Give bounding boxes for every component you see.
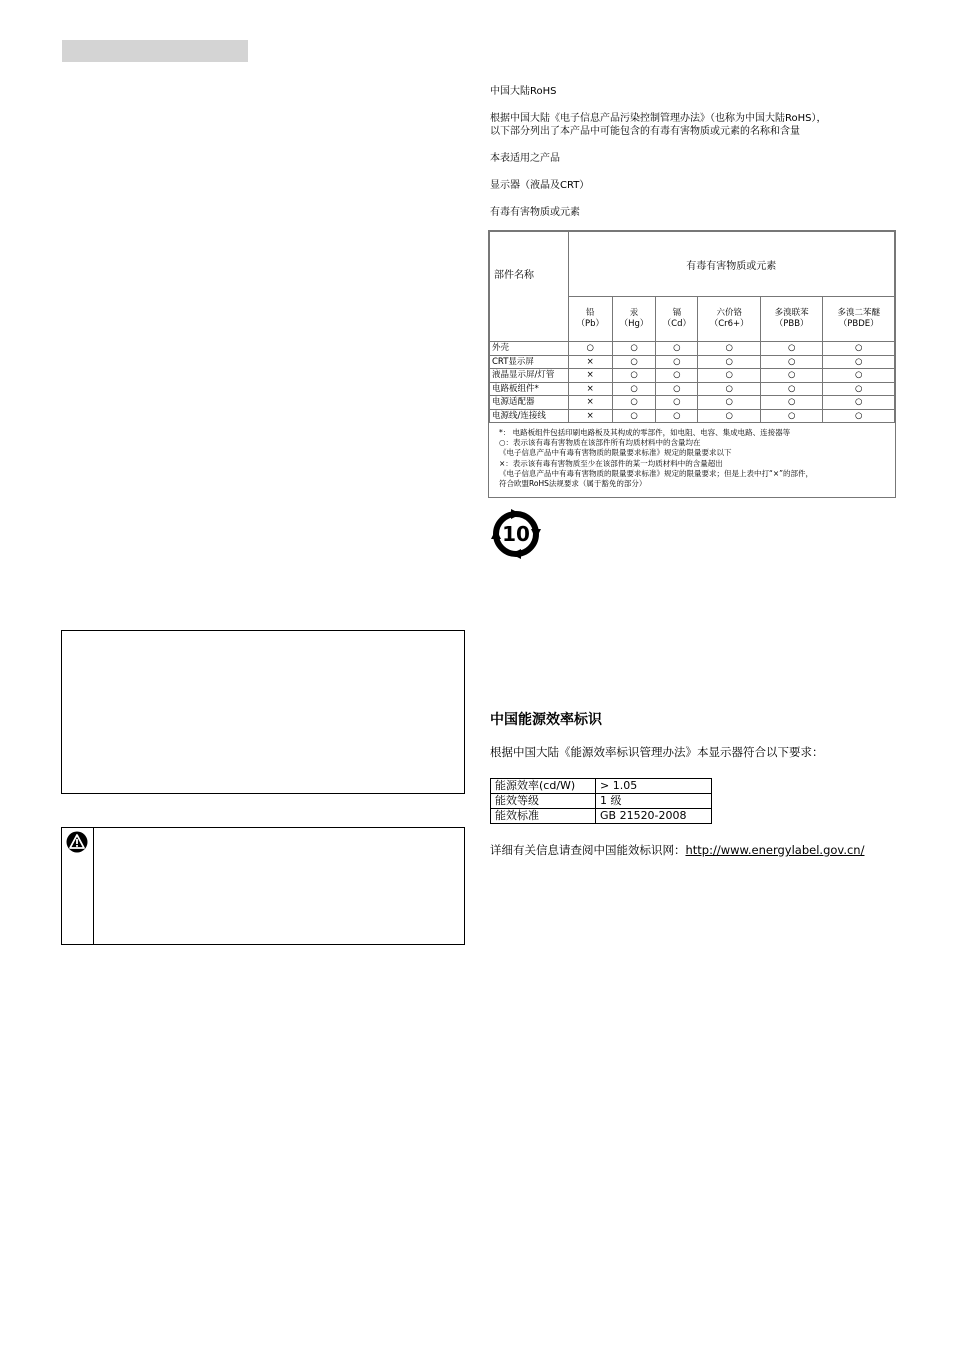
warning-divider — [93, 828, 94, 944]
rohs-notes: *： 电路板组件包括印刷电路板及其构成的零部件，如电阻、电容、集成电路、连接器等 ○：表示该有毒有害物质在该部件所有均质材料中的含量均在 《电子信息产品中有毒有害物质的限量要求标准》规定的限量要求以下 ×：表示该有毒有害物质至少在该部件的某一均质材料中的含量超出 《电子信息产品中有毒有害物质的限量要求标准》规定的限量要求；但是上表中打“×”的部件， 符合欧盟RoHS法规要求（属于豁免的部分） — [499, 428, 814, 489]
energy-table — [490, 778, 712, 824]
table-row: 电源线/连接线 × ○ ○ ○ ○ ○ — [490, 409, 895, 423]
table-row: 电路板组件* × ○ ○ ○ ○ ○ — [490, 382, 895, 396]
note-box — [61, 630, 465, 794]
energy-intro: 根据中国大陆《能源效率标识管理办法》本显示器符合以下要求： — [490, 745, 824, 759]
energy-title: 中国能源效率标识 — [490, 712, 602, 728]
warning-icon — [66, 831, 88, 853]
energy-footer — [490, 842, 864, 858]
table-row: 外壳 ○ ○ ○ ○ ○ ○ — [490, 342, 895, 356]
energy-label-link[interactable]: http://www.energylabel.gov.cn/ — [685, 843, 865, 857]
rohs-substances-label: 有毒有害物质或元素 — [490, 207, 580, 218]
rohs-col-header: 铅 （Pb） — [568, 297, 612, 342]
table-row: 能效等级 1 级 — [491, 794, 712, 809]
rohs-product-type: 显示器（液晶及CRT） — [490, 180, 590, 191]
rohs-col-header: 镉 （Cd） — [656, 297, 698, 342]
rohs-table — [488, 230, 896, 498]
rohs-col-header: 多溴联苯 （PBB） — [760, 297, 822, 342]
rohs-intro-line2: 以下部分列出了本产品中可能包含的有毒有害物质或元素的名称和含量 — [490, 126, 800, 137]
rohs-col-header: 多溴二苯醚 （PBDE） — [823, 297, 895, 342]
rohs-col-header: 六价铬 （Cr6+） — [698, 297, 760, 342]
rohs-col-header: 汞 （Hg） — [612, 297, 655, 342]
rohs-applies-label: 本表适用之产品 — [490, 153, 560, 164]
section-header-bar — [62, 40, 248, 62]
rohs-intro-line1: 根据中国大陆《电子信息产品污染控制管理办法》（也称为中国大陆RoHS）， — [490, 113, 827, 124]
table-row: CRT显示屏 × ○ ○ ○ ○ ○ — [490, 355, 895, 369]
warning-box — [61, 827, 465, 945]
energy-footer-text: 详细有关信息请查阅中国能效标识网： — [490, 843, 686, 857]
table-row: 液晶显示屏/灯管 × ○ ○ ○ ○ ○ — [490, 369, 895, 383]
epup-number: 10 — [502, 522, 530, 546]
table-row: 电源适配器 × ○ ○ ○ ○ ○ — [490, 396, 895, 410]
rohs-group-header: 有毒有害物质或元素 — [568, 232, 894, 297]
table-row: 能效标准 GB 21520-2008 — [491, 809, 712, 824]
rohs-part-header: 部件名称 — [490, 232, 569, 342]
rohs-heading: 中国大陆RoHS — [490, 86, 557, 97]
epup-10-logo-icon — [489, 509, 543, 559]
table-row: 能源效率(cd/W) > 1.05 — [491, 779, 712, 794]
